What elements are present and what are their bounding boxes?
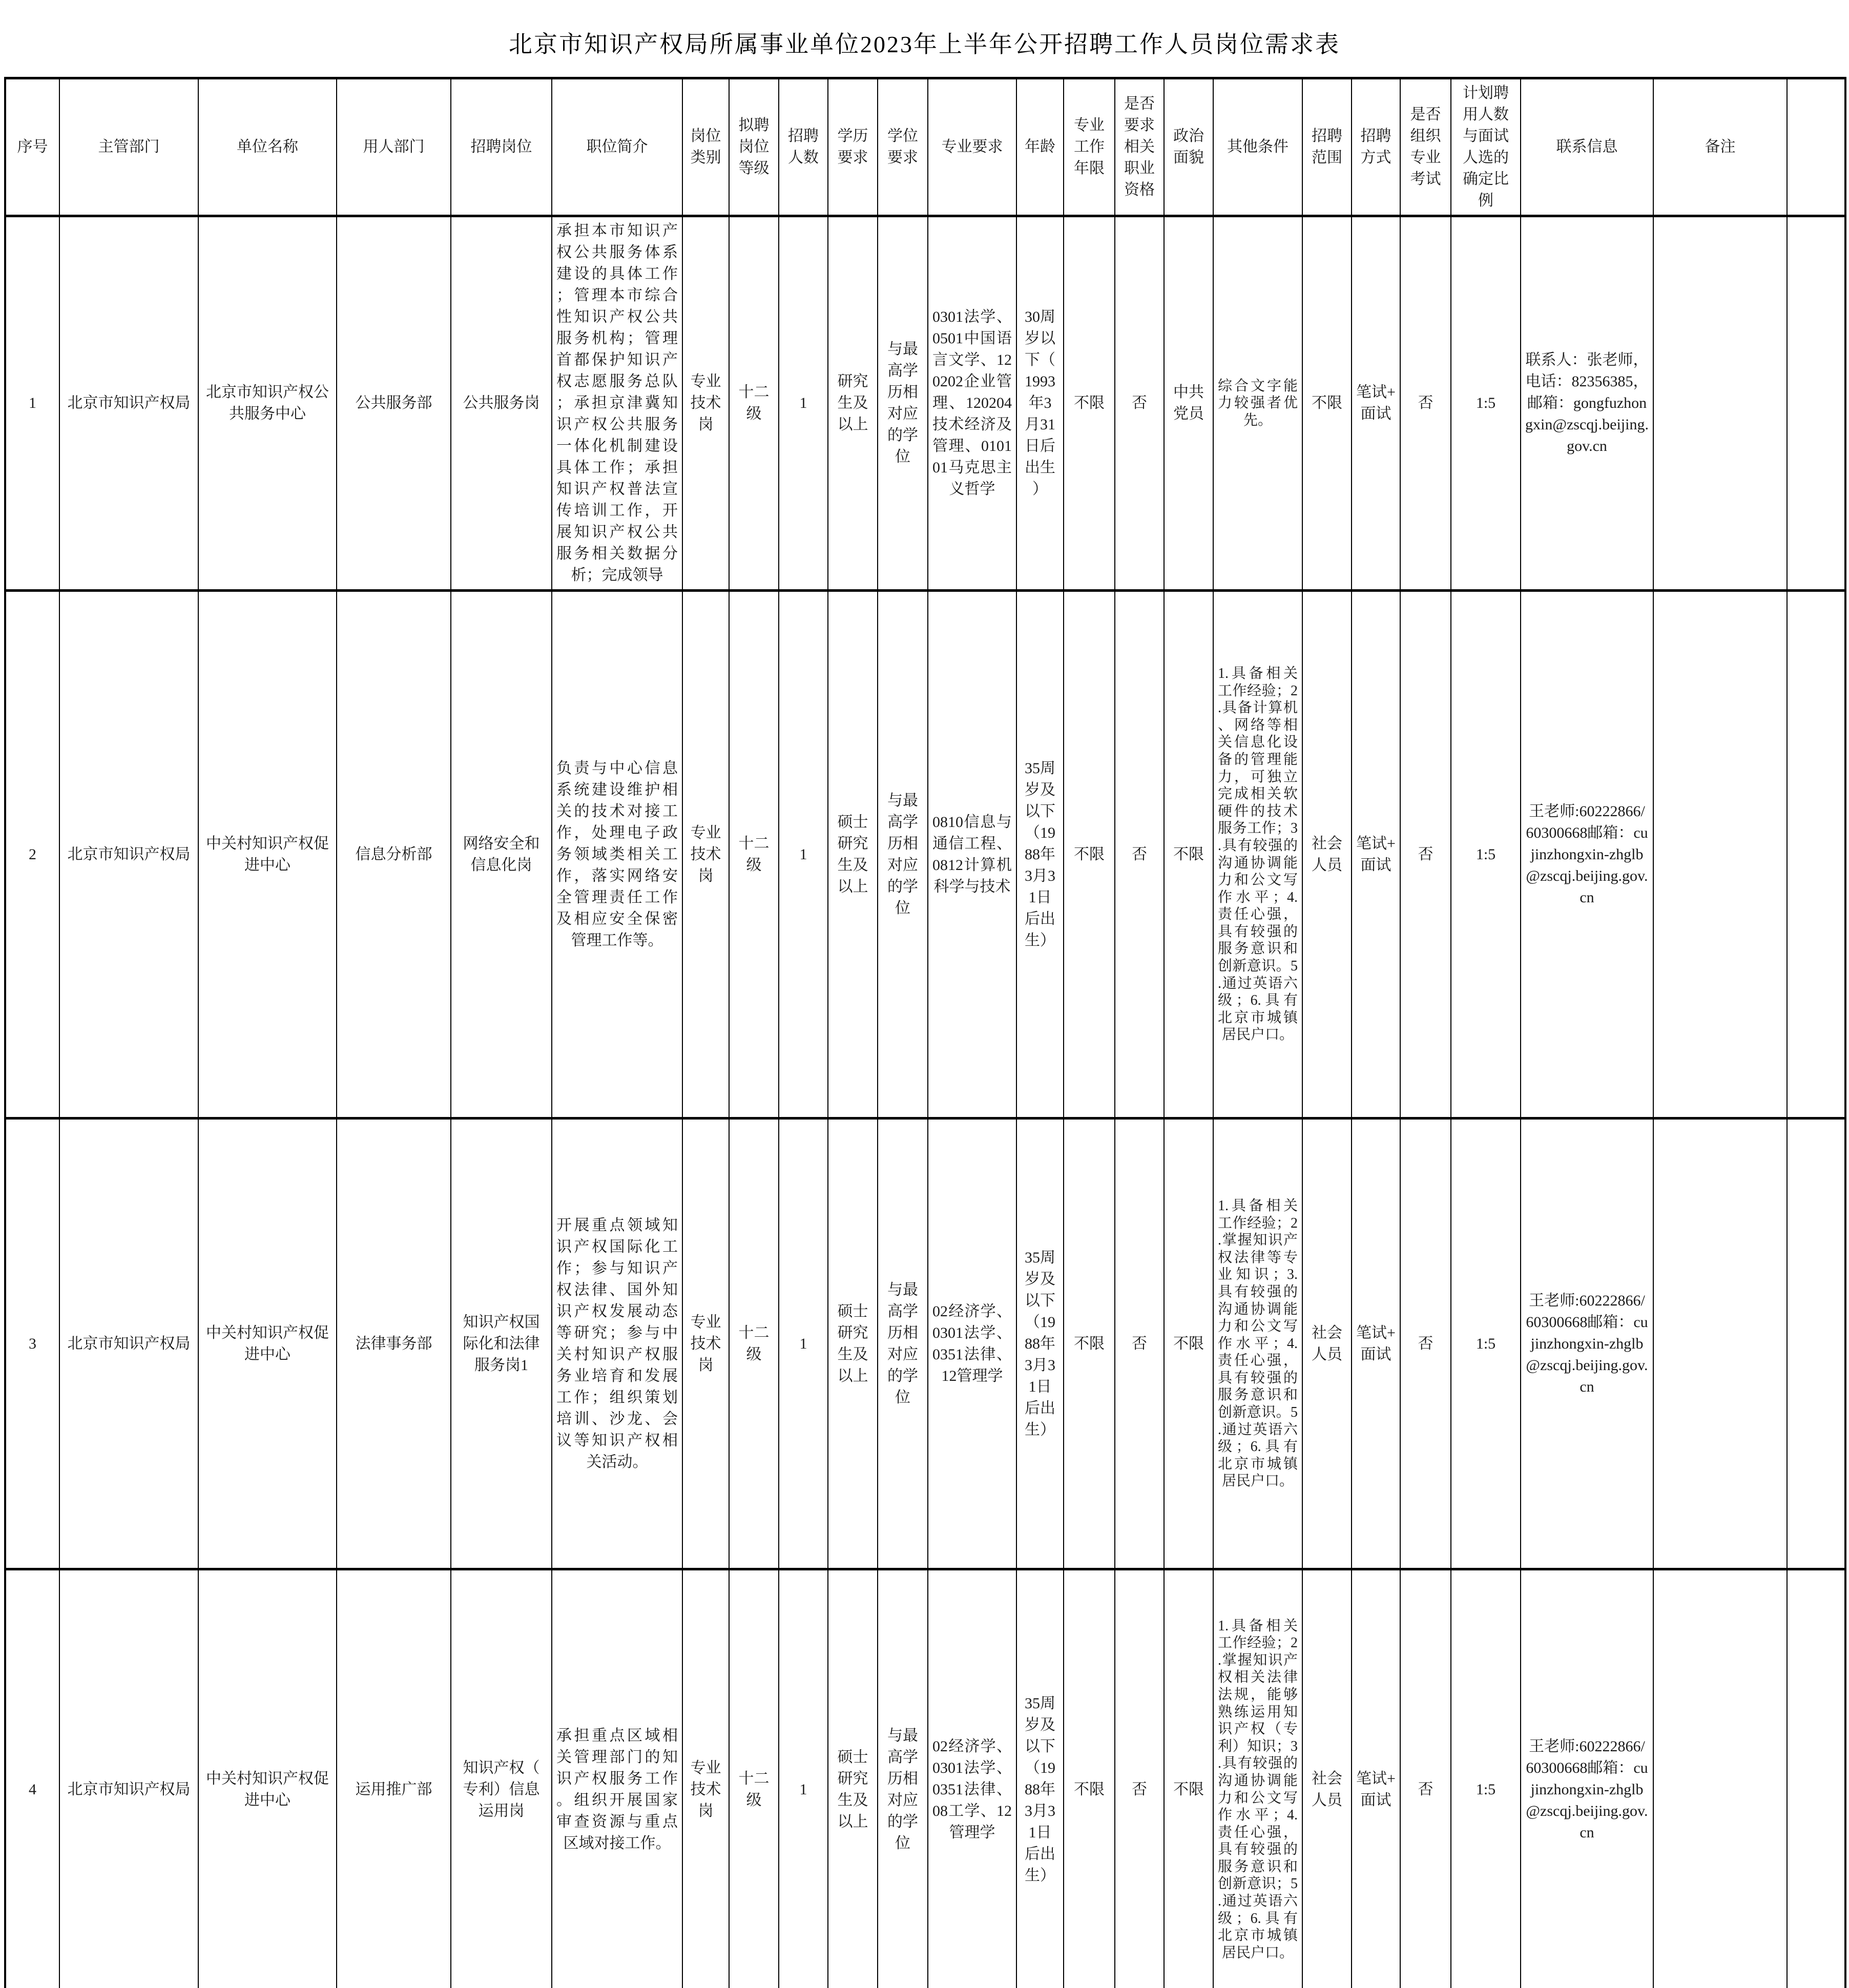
- header-cell-12: 年龄: [1016, 78, 1064, 216]
- cell-r4-c14: 否: [1115, 1569, 1164, 1988]
- cell-r3-c15: 不限: [1164, 1119, 1213, 1569]
- cell-r1-c9: 研究生及以上: [828, 216, 878, 591]
- cell-r3-c3: 法律事务部: [337, 1119, 451, 1569]
- header-cell-17: 招聘范围: [1302, 78, 1352, 216]
- cell-r4-c20: 1:5: [1451, 1569, 1521, 1988]
- cell-r3-c21: 王老师:60222866/60300668邮箱：cujinzhongxin-zhglb@zscqj.beijing.gov.cn: [1521, 1119, 1653, 1569]
- cell-r4-c5: 承担重点区域相关管理部门的知识产权服务工作。组织开展国家审查资源与重点区域对接工作。: [552, 1569, 682, 1988]
- cell-r3-c17: 社会人员: [1302, 1119, 1352, 1569]
- cell-r1-c15: 中共党员: [1164, 216, 1213, 591]
- table-row-4: [5, 1569, 1845, 1988]
- header-row: [5, 78, 1845, 216]
- cell-r4-c12: 35周岁及以下（1988年3月31日后出生）: [1016, 1569, 1064, 1988]
- cell-r3-c9: 硕士研究生及以上: [828, 1119, 878, 1569]
- cell-r2-c1: 北京市知识产权局: [59, 591, 198, 1119]
- cell-r1-c8: 1: [779, 216, 828, 591]
- header-cell-19: 是否组织专业考试: [1400, 78, 1451, 216]
- cell-r3-c4: 知识产权国际化和法律服务岗1: [451, 1119, 552, 1569]
- cell-r4-c11: 02经济学、0301法学、0351法律、08工学、12管理学: [928, 1569, 1016, 1988]
- header-cell-9: 学历要求: [828, 78, 878, 216]
- cell-r4-c21: 王老师:60222866/60300668邮箱：cujinzhongxin-zhglb@zscqj.beijing.gov.cn: [1521, 1569, 1653, 1988]
- cell-r1-c18: 笔试+面试: [1352, 216, 1400, 591]
- header-cell-14: 是否要求相关职业资格: [1115, 78, 1164, 216]
- cell-r3-c5: 开展重点领域知识产权国际化工作；参与知识产权法律、国外知识产权发展动态等研究；参与中关村知识产权服务业培育和发展工作；组织策划培训、沙龙、会议等知识产权相关活动。: [552, 1119, 682, 1569]
- header-cell-0: 序号: [5, 78, 59, 216]
- cell-r3-c6: 专业技术岗: [682, 1119, 729, 1569]
- cell-r4-c17: 社会人员: [1302, 1569, 1352, 1988]
- cell-r1-c0: 1: [5, 216, 59, 591]
- cell-r4-c16: 1.具备相关工作经验；2.掌握知识产权相关法律法规，能够熟练运用知识产权（专利）知识；3.具有较强的沟通协调能力和公文写作水平；4.责任心强，具有较强的服务意识和创新意识；5.通过英语六级；6.具有北京市城镇居民户口。: [1213, 1569, 1302, 1988]
- cell-r2-c23: [1787, 591, 1845, 1119]
- cell-r3-c0: 3: [5, 1119, 59, 1569]
- cell-r3-c2: 中关村知识产权促进中心: [198, 1119, 337, 1569]
- header-cell-15: 政治面貌: [1164, 78, 1213, 216]
- cell-r2-c16: 1.具备相关工作经验；2.具备计算机、网络等相关信息化设备的管理能力，可独立完成相关软硬件的技术服务工作；3.具有较强的沟通协调能力和公文写作水平；4.责任心强，具有较强的服务意识和创新意识。5.通过英语六级；6.具有北京市城镇居民户口。: [1213, 591, 1302, 1119]
- header-cell-2: 单位名称: [198, 78, 337, 216]
- cell-r1-c2: 北京市知识产权公共服务中心: [198, 216, 337, 591]
- cell-r2-c10: 与最高学历相对应的学位: [878, 591, 928, 1119]
- header-cell-5: 职位简介: [552, 78, 682, 216]
- cell-r1-c6: 专业技术岗: [682, 216, 729, 591]
- cell-r4-c0: 4: [5, 1569, 59, 1988]
- cell-r2-c4: 网络安全和信息化岗: [451, 591, 552, 1119]
- cell-r2-c9: 硕士研究生及以上: [828, 591, 878, 1119]
- header-cell-11: 专业要求: [928, 78, 1016, 216]
- header-cell-20: 计划聘用人数与面试人选的确定比例: [1451, 78, 1521, 216]
- cell-r4-c10: 与最高学历相对应的学位: [878, 1569, 928, 1988]
- cell-r4-c3: 运用推广部: [337, 1569, 451, 1988]
- cell-r1-c23: [1787, 216, 1845, 591]
- header-cell-1: 主管部门: [59, 78, 198, 216]
- cell-r2-c20: 1:5: [1451, 591, 1521, 1119]
- cell-r2-c15: 不限: [1164, 591, 1213, 1119]
- cell-r3-c8: 1: [779, 1119, 828, 1569]
- header-cell-18: 招聘方式: [1352, 78, 1400, 216]
- cell-r2-c6: 专业技术岗: [682, 591, 729, 1119]
- cell-r4-c6: 专业技术岗: [682, 1569, 729, 1988]
- cell-r2-c21: 王老师:60222866/60300668邮箱：cujinzhongxin-zhglb@zscqj.beijing.gov.cn: [1521, 591, 1653, 1119]
- cell-r1-c17: 不限: [1302, 216, 1352, 591]
- cell-r3-c16: 1.具备相关工作经验；2.掌握知识产权法律等专业知识；3.具有较强的沟通协调能力和公文写作水平；4.责任心强，具有较强的服务意识和创新意识。5.通过英语六级；6.具有北京市城镇居民户口。: [1213, 1119, 1302, 1569]
- header-cell-6: 岗位类别: [682, 78, 729, 216]
- cell-r4-c9: 硕士研究生及以上: [828, 1569, 878, 1988]
- header-cell-13: 专业工作年限: [1064, 78, 1115, 216]
- cell-r2-c3: 信息分析部: [337, 591, 451, 1119]
- cell-r1-c3: 公共服务部: [337, 216, 451, 591]
- cell-r1-c11: 0301法学、0501中国语言文学、120202企业管理、120204技术经济及管理、010101马克思主义哲学: [928, 216, 1016, 591]
- cell-r4-c4: 知识产权（专利）信息运用岗: [451, 1569, 552, 1988]
- cell-r3-c23: [1787, 1119, 1845, 1569]
- cell-r1-c20: 1:5: [1451, 216, 1521, 591]
- cell-r2-c13: 不限: [1064, 591, 1115, 1119]
- job-table: [4, 77, 1846, 1988]
- cell-r2-c2: 中关村知识产权促进中心: [198, 591, 337, 1119]
- cell-r2-c18: 笔试+面试: [1352, 591, 1400, 1119]
- cell-r1-c7: 十二级: [729, 216, 779, 591]
- cell-r3-c18: 笔试+面试: [1352, 1119, 1400, 1569]
- table-row-3: [5, 1119, 1845, 1569]
- cell-r4-c7: 十二级: [729, 1569, 779, 1988]
- cell-r1-c16: 综合文字能力较强者优先。: [1213, 216, 1302, 591]
- cell-r3-c22: [1653, 1119, 1787, 1569]
- cell-r2-c11: 0810信息与通信工程、0812计算机科学与技术: [928, 591, 1016, 1119]
- cell-r4-c2: 中关村知识产权促进中心: [198, 1569, 337, 1988]
- cell-r4-c19: 否: [1400, 1569, 1451, 1988]
- cell-r4-c1: 北京市知识产权局: [59, 1569, 198, 1988]
- cell-r4-c23: [1787, 1569, 1845, 1988]
- cell-r1-c13: 不限: [1064, 216, 1115, 591]
- cell-r1-c21: 联系人：张老师，电话：82356385，邮箱：gongfuzhongxin@zscqj.beijing.gov.cn: [1521, 216, 1653, 591]
- cell-r3-c12: 35周岁及以下（1988年3月31日后出生）: [1016, 1119, 1064, 1569]
- cell-r2-c7: 十二级: [729, 591, 779, 1119]
- cell-r3-c11: 02经济学、0301法学、0351法律、12管理学: [928, 1119, 1016, 1569]
- header-cell-7: 拟聘岗位等级: [729, 78, 779, 216]
- cell-r4-c8: 1: [779, 1569, 828, 1988]
- page-title: 北京市知识产权局所属事业单位2023年上半年公开招聘工作人员岗位需求表: [509, 31, 1340, 57]
- cell-r2-c22: [1653, 591, 1787, 1119]
- header-cell-3: 用人部门: [337, 78, 451, 216]
- cell-r1-c4: 公共服务岗: [451, 216, 552, 591]
- cell-r2-c8: 1: [779, 591, 828, 1119]
- cell-r1-c22: [1653, 216, 1787, 591]
- table-row-2: [5, 591, 1845, 1119]
- cell-r3-c13: 不限: [1064, 1119, 1115, 1569]
- cell-r2-c0: 2: [5, 591, 59, 1119]
- cell-r3-c14: 否: [1115, 1119, 1164, 1569]
- header-cell-22: 备注: [1653, 78, 1787, 216]
- cell-r2-c12: 35周岁及以下（1988年3月31日后出生）: [1016, 591, 1064, 1119]
- header-cell-8: 招聘人数: [779, 78, 828, 216]
- cell-r1-c10: 与最高学历相对应的学位: [878, 216, 928, 591]
- cell-r4-c18: 笔试+面试: [1352, 1569, 1400, 1988]
- cell-r4-c22: [1653, 1569, 1787, 1988]
- header-cell-4: 招聘岗位: [451, 78, 552, 216]
- header-cell-21: 联系信息: [1521, 78, 1653, 216]
- cell-r3-c7: 十二级: [729, 1119, 779, 1569]
- cell-r2-c17: 社会人员: [1302, 591, 1352, 1119]
- cell-r3-c19: 否: [1400, 1119, 1451, 1569]
- header-cell-empty: [1787, 78, 1845, 216]
- cell-r2-c5: 负责与中心信息系统建设维护相关的技术对接工作，处理电子政务领域类相关工作，落实网络安全管理责任工作及相应安全保密管理工作等。: [552, 591, 682, 1119]
- cell-r2-c14: 否: [1115, 591, 1164, 1119]
- cell-r4-c15: 不限: [1164, 1569, 1213, 1988]
- cell-r1-c5: 承担本市知识产权公共服务体系建设的具体工作；管理本市综合性知识产权公共服务机构；管理首都保护知识产权志愿服务总队；承担京津冀知识产权公共服务一体化机制建设具体工作；承担知识产权普法宣传培训工作，开展知识产权公共服务相关数据分析；完成领导: [552, 216, 682, 591]
- cell-r3-c10: 与最高学历相对应的学位: [878, 1119, 928, 1569]
- cell-r1-c19: 否: [1400, 216, 1451, 591]
- cell-r1-c12: 30周岁以下（1993年3月31日后出生）: [1016, 216, 1064, 591]
- header-cell-10: 学位要求: [878, 78, 928, 216]
- cell-r4-c13: 不限: [1064, 1569, 1115, 1988]
- table-row-1: [5, 216, 1845, 591]
- cell-r3-c20: 1:5: [1451, 1119, 1521, 1569]
- header-cell-16: 其他条件: [1213, 78, 1302, 216]
- cell-r1-c1: 北京市知识产权局: [59, 216, 198, 591]
- cell-r3-c1: 北京市知识产权局: [59, 1119, 198, 1569]
- cell-r1-c14: 否: [1115, 216, 1164, 591]
- cell-r2-c19: 否: [1400, 591, 1451, 1119]
